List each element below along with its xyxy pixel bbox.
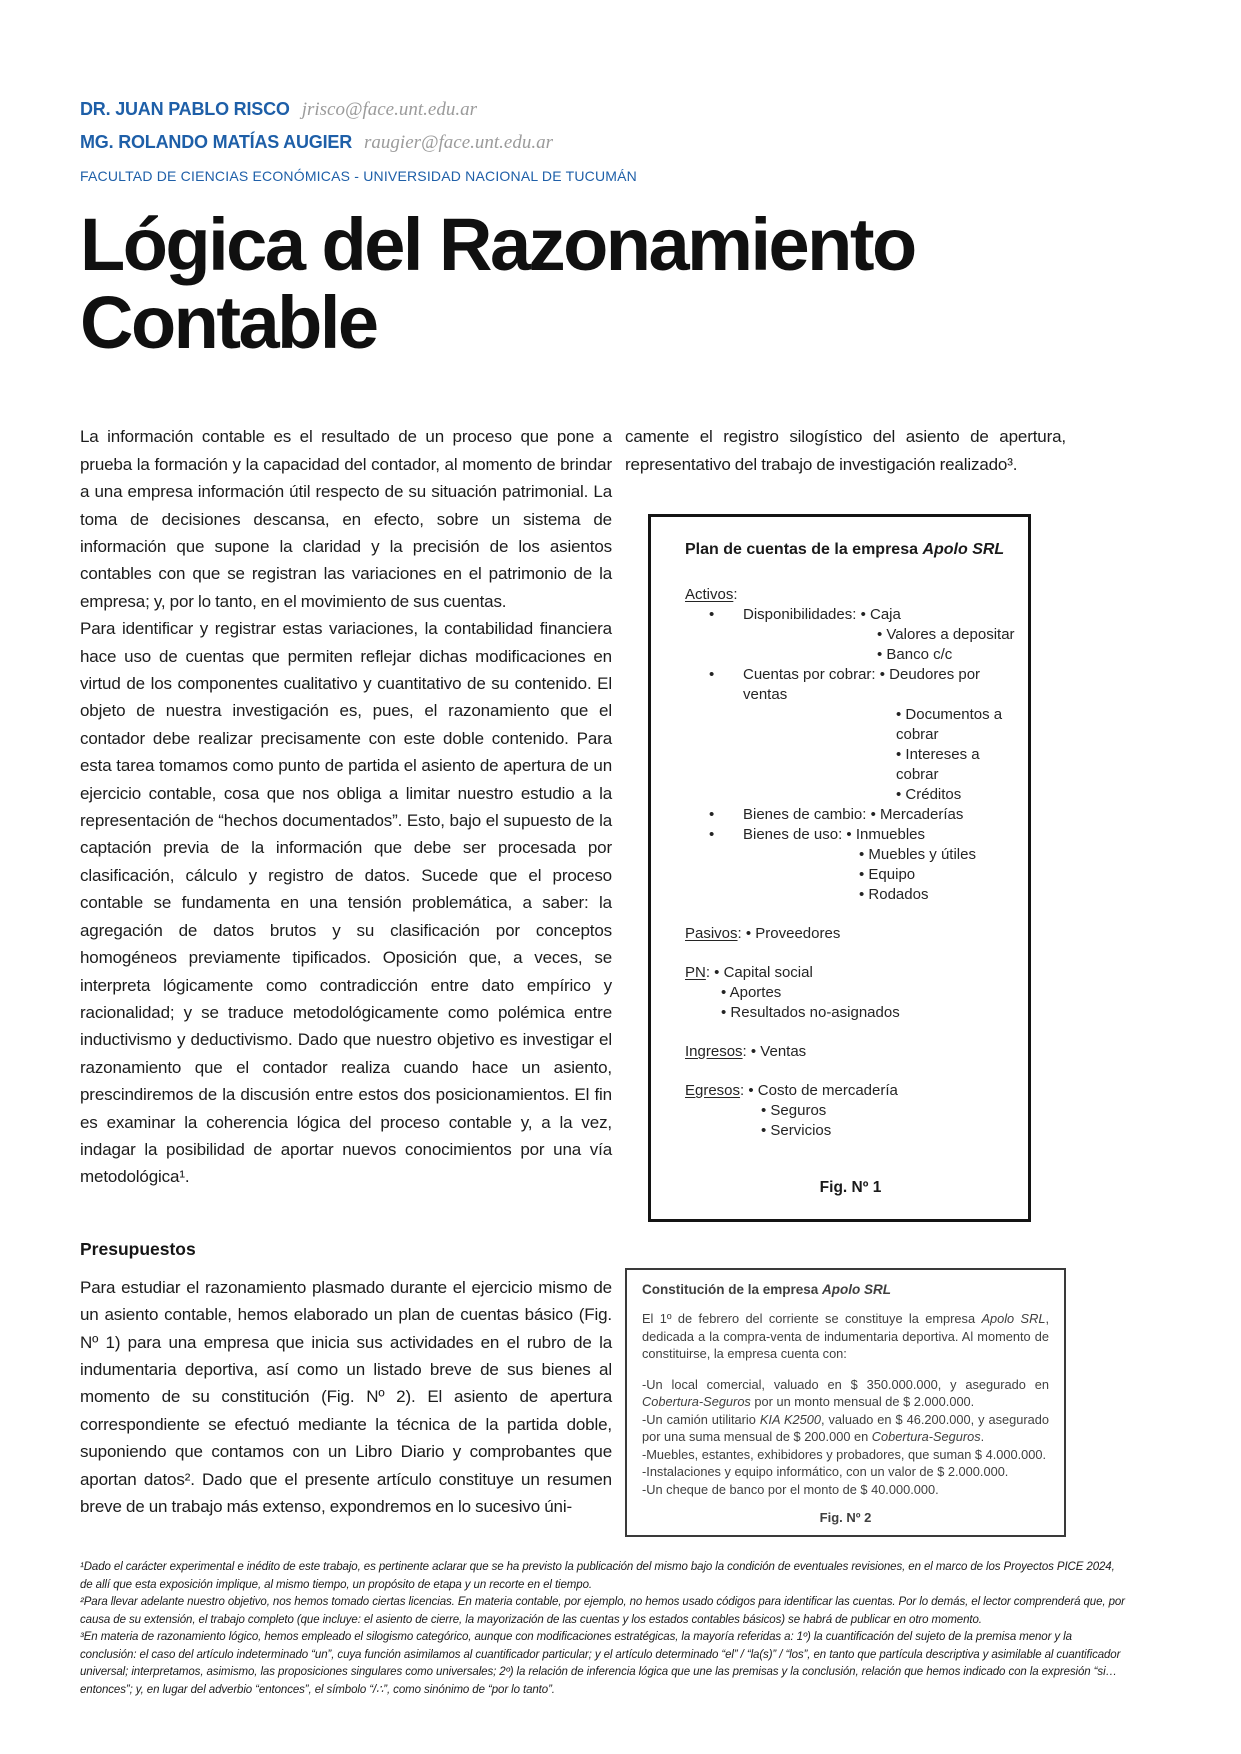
fig1-heading: Pasivos bbox=[685, 925, 738, 943]
author-line bbox=[80, 96, 1241, 123]
fig1-title-text: Plan de cuentas de la empresa bbox=[685, 541, 923, 559]
fig1-line bbox=[709, 805, 1016, 825]
fig1-line bbox=[761, 1101, 1016, 1121]
fig1-line-text: • Créditos bbox=[896, 786, 962, 804]
fig2-caption: Fig. Nº 2 bbox=[819, 1510, 872, 1526]
fig1-line-text: • Intereses a cobrar bbox=[896, 746, 980, 784]
fig1-line-text: Bienes de uso: • Inmuebles bbox=[743, 826, 926, 844]
fig2-item-text: -Un local comercial, valuado en $ 350.000.000, y asegurado en bbox=[642, 1376, 1049, 1392]
fig1-line-text: Bienes de cambio: • Mercaderías bbox=[743, 806, 964, 824]
figure-constitucion bbox=[625, 1268, 1066, 1537]
fig2-intro-text: El 1º de febrero del corriente se constituye la empresa bbox=[642, 1311, 982, 1327]
fig2-item: -Instalaciones y equipo informático, con un valor de $ 2.000.000. bbox=[642, 1464, 1009, 1480]
fig1-heading: Activos bbox=[685, 586, 734, 604]
fig1-line bbox=[685, 963, 1016, 983]
fig2-title bbox=[642, 1282, 1049, 1297]
bullet-icon: • bbox=[709, 606, 715, 624]
fig1-line bbox=[896, 745, 1016, 785]
fig1-line-text: • Muebles y útiles bbox=[859, 846, 976, 864]
bullet-icon: • bbox=[709, 806, 715, 824]
author-line bbox=[80, 129, 1241, 156]
fig1-line-text: Disponibilidades: • Caja bbox=[743, 606, 901, 624]
fig1-line bbox=[859, 845, 1016, 865]
section-heading: Presupuestos bbox=[80, 1238, 196, 1259]
fig2-item-text: -Un camión utilitario bbox=[642, 1411, 760, 1427]
article-body bbox=[80, 423, 1241, 1537]
author-email: jrisco@face.unt.edu.ar bbox=[301, 99, 477, 120]
column-left bbox=[80, 423, 612, 1537]
fig1-title bbox=[685, 541, 1016, 559]
fig2-item-company: Cobertura-Seguros bbox=[642, 1394, 751, 1410]
fig1-line bbox=[896, 705, 1016, 745]
fig1-line-text: • Seguros bbox=[761, 1102, 827, 1120]
fig2-title-company: Apolo SRL bbox=[822, 1282, 892, 1298]
fig1-line bbox=[709, 605, 1016, 625]
footnote-1: ¹Dado el carácter experimental e inédito de este trabajo, es pertinente aclarar que se ha previsto la publicación del mismo bajo la condición de eventuales revisiones, en el marco de los Proyectos PICE 2024, de allí que esta exposición implique, al mismo tiempo, un propósito de etapa y un recorte en el tiempo. bbox=[80, 1561, 1115, 1591]
fig2-intro-text: , dedicada a la compra-venta de indumentaria deportiva. Al momento de constituirse, la empresa cuenta con: bbox=[642, 1311, 1049, 1362]
paragraph-continuation: camente el registro silogístico del asiento de apertura, representativo del trabajo de investigación realizado³. bbox=[625, 427, 1066, 474]
fig1-line-text: • Banco c/c bbox=[877, 646, 953, 664]
fig1-line bbox=[685, 585, 1016, 605]
fig1-line bbox=[721, 983, 1016, 1003]
fig1-caption: Fig. Nº 1 bbox=[819, 1179, 882, 1197]
fig1-line bbox=[685, 1081, 1016, 1101]
paragraph-1: La información contable es el resultado de un proceso que pone a prueba la formación y la capacidad del contador, al momento de brindar a una empresa información útil respecto de su situación patrimonial. La toma de decisiones descansa, en efecto, sobre un sistema de información que supone la claridad y la precisión de los asientos contables con que se registran las variaciones en el patrimonio de la empresa; y, por lo tanto, en el movimiento de sus cuentas. bbox=[80, 427, 612, 611]
fig1-line-text: • Resultados no-asignados bbox=[721, 1004, 900, 1022]
fig1-line bbox=[859, 885, 1016, 905]
author-name: MG. ROLANDO MATÍAS AUGIER bbox=[80, 132, 352, 152]
fig1-line-text: • Equipo bbox=[859, 866, 916, 884]
fig2-item-text: por un monto mensual de $ 2.000.000. bbox=[750, 1394, 975, 1410]
fig1-line bbox=[709, 665, 1016, 705]
fig2-item bbox=[642, 1376, 1049, 1411]
fig1-line-text: : bbox=[733, 586, 738, 604]
fig1-line-text: : • Proveedores bbox=[737, 925, 841, 943]
fig1-line-text: • Valores a depositar bbox=[877, 626, 1015, 644]
fig2-item: -Un cheque de banco por el monto de $ 40.000.000. bbox=[642, 1481, 939, 1497]
fig1-line bbox=[709, 825, 1016, 845]
fig1-line bbox=[721, 1003, 1016, 1023]
fig1-line bbox=[877, 625, 1016, 645]
footnotes bbox=[80, 1559, 1126, 1699]
fig1-title-company: Apolo SRL bbox=[922, 541, 1005, 559]
column-right bbox=[625, 423, 1066, 1537]
bullet-icon: • bbox=[709, 666, 715, 684]
fig2-item-vehicle: KIA K2500 bbox=[759, 1411, 821, 1427]
article-title: Lógica del Razonamiento Contable bbox=[80, 203, 915, 364]
fig2-intro-company: Apolo SRL bbox=[981, 1311, 1046, 1327]
footnote-2: ²Para llevar adelante nuestro objetivo, nos hemos tomado ciertas licencias. En materia contable, por ejemplo, no hemos usado códigos para identificar las cuentas. Por lo demás, el lector comprenderá que, por causa de su extensión, el trabajo completo (que incluye: el asiento de cierre, la mayorización de las cuentas y los estados contables básicos) se habrá de publicar en otro momento. bbox=[80, 1596, 1125, 1626]
paragraph-3: Para estudiar el razonamiento plasmado durante el ejercicio mismo de un asiento contable, hemos elaborado un plan de cuentas básico (Fig. Nº 1) para una empresa que inicia sus actividades en el rubro de la indumentaria deportiva, así como un listado breve de sus bienes al momento de su constitución (Fig. Nº 2). El asiento de apertura correspondiente se efectuó mediante la técnica de la partida doble, suponiendo que contamos con un Libro Diario y comprobantes que aportan datos². Dado que el presente artículo constituye un resumen breve de un trabajo más extenso, expondremos en lo sucesivo úni- bbox=[80, 1277, 612, 1516]
fig1-line-text: • Aportes bbox=[721, 984, 782, 1002]
bullet-icon: • bbox=[709, 826, 715, 844]
fig1-heading: Egresos bbox=[685, 1082, 741, 1100]
fig2-item: -Muebles, estantes, exhibidores y probadores, que suman $ 4.000.000. bbox=[642, 1446, 1047, 1462]
fig1-line bbox=[685, 1042, 1016, 1062]
fig1-line-text: : • Costo de mercadería bbox=[740, 1082, 898, 1100]
fig1-line-text: : • Ventas bbox=[742, 1043, 807, 1061]
fig2-title-text: Constitución de la empresa bbox=[642, 1282, 823, 1298]
fig1-heading: Ingresos bbox=[685, 1043, 743, 1061]
fig1-line-text: • Servicios bbox=[761, 1122, 832, 1140]
fig1-line bbox=[877, 645, 1016, 665]
footnote-3: ³En materia de razonamiento lógico, hemos empleado el silogismo categórico, aunque con modificaciones estratégicas, la mayoría referidas a: 1º) la cuantificación del sujeto de la premisa menor y la conclusión: el caso del artículo indeterminado “un”, cuya función asimilamos al cuantificador particular; y el artículo determinado “el” / “la(s)” / “los”, en tanto que partícula descriptiva y asimilable al cuantificador universal; interpretamos, asimismo, las proposiciones singulares como universales; 2º) la relación de inferencia lógica que une las premisas y la conclusión, relación que hemos indicado con la expresión “si…entonces”; y, en lugar del adverbio “entonces”, el símbolo “/∴”, como sinónimo de “por lo tanto”. bbox=[80, 1631, 1121, 1696]
paragraph-2: Para identificar y registrar estas variaciones, la contabilidad financiera hace uso de cuentas que permiten reflejar dichas modificaciones en virtud de los componentes cualitativo y cuantitativo de su contenido. El objeto de nuestra investigación es, pues, el razonamiento que el contador debe realizar precisamente con este doble contenido. Para esta tarea tomamos como punto de partida el asiento de apertura de un ejercicio contable, cosa que nos obliga a limitar nuestro estudio a la representación de “hechos documentados”. Esto, bajo el supuesto de la captación previa de la información que debe ser procesada por clasificación, cálculo y registro de datos. Sucede que el proceso contable se fundamenta en una tensión problemática, a saber: la agregación de datos brutos y su clasificación por conceptos homogéneos previamente tipificados. Oposición que, a veces, se interpreta lógicamente como contradicción entre dato empírico y racionalidad; y se traduce metodológicamente como polémica entre inductivismo y deductivismo. Dado que nuestro objetivo es investigar el razonamiento que el contador realiza cuando hace un asiento, prescindiremos de la discusión entre estos dos posicionamientos. El fin es examinar la coherencia lógica del proceso contable y, a la vez, indagar la posibilidad de aportar nuevos conocimientos por una vía metodológica¹. bbox=[80, 619, 612, 1187]
header bbox=[80, 96, 1241, 184]
figure-plan-de-cuentas bbox=[648, 514, 1031, 1222]
author-name: DR. JUAN PABLO RISCO bbox=[80, 99, 290, 119]
fig2-item-text: . bbox=[980, 1429, 985, 1445]
fig1-line-text: Cuentas por cobrar: • Deudores por ventas bbox=[743, 666, 981, 704]
fig2-item bbox=[642, 1411, 1049, 1446]
fig1-line bbox=[761, 1121, 1016, 1141]
fig1-line bbox=[685, 924, 1016, 944]
fig2-item-company: Cobertura-Seguros bbox=[871, 1429, 981, 1445]
fig2-item-text: , valuado en $ 46.200.000, y asegurado por una suma mensual de $ 200.000 en bbox=[642, 1411, 1050, 1445]
fig2-intro bbox=[642, 1310, 1049, 1363]
fig1-line-text: • Rodados bbox=[859, 886, 929, 904]
fig1-line bbox=[896, 785, 1016, 805]
fig1-heading: PN bbox=[685, 964, 706, 982]
affiliation: FACULTAD DE CIENCIAS ECONÓMICAS - UNIVERSIDAD NACIONAL DE TUCUMÁN bbox=[80, 168, 637, 184]
fig1-line bbox=[859, 865, 1016, 885]
fig1-line-text: : • Capital social bbox=[705, 964, 813, 982]
author-email: raugier@face.unt.edu.ar bbox=[364, 132, 553, 153]
fig1-line-text: • Documentos a cobrar bbox=[896, 706, 1003, 744]
